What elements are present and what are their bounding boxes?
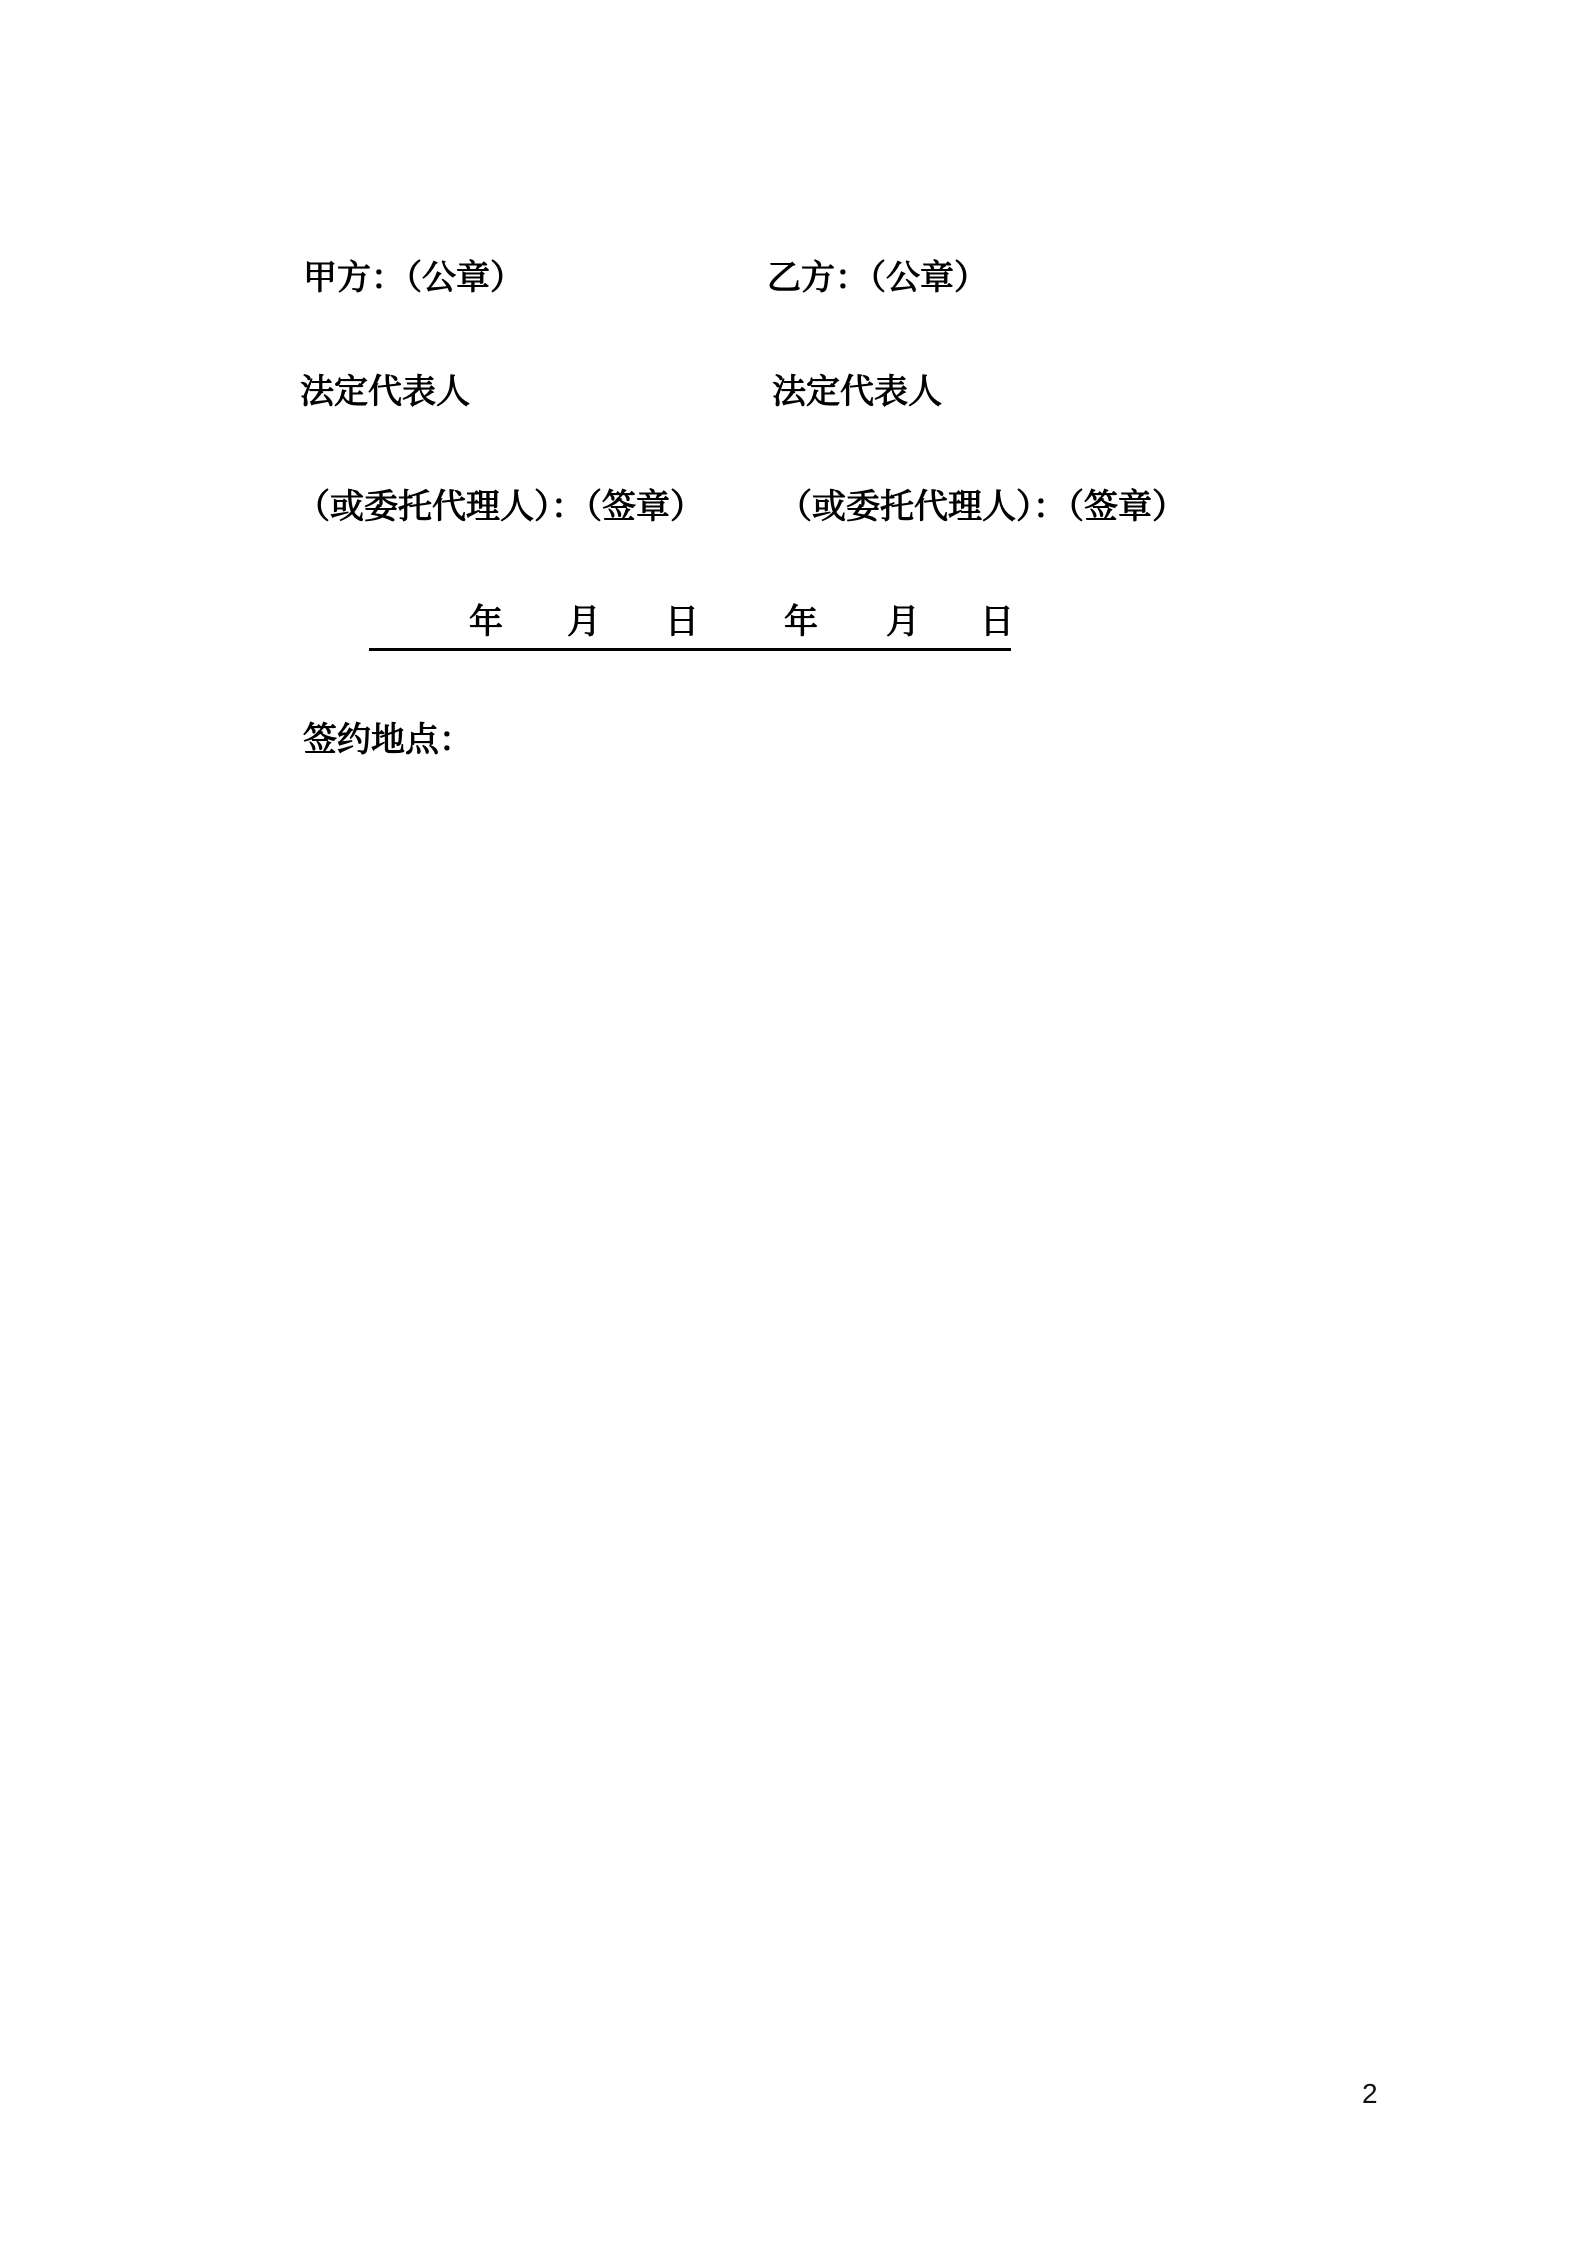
year-label-right: 年 [784, 603, 818, 641]
month-label-right: 月 [886, 603, 920, 641]
agent-signature-label-left: （或委托代理人）：（签章） [296, 488, 704, 526]
year-label-left: 年 [469, 603, 503, 641]
signing-location-label: 签约地点： [303, 721, 473, 759]
month-label-left: 月 [567, 603, 601, 641]
agent-signature-label-right: （或委托代理人）：（签章） [778, 488, 1186, 526]
signature-date-underline [369, 598, 1014, 651]
day-label-right: 日 [980, 603, 1014, 641]
party-b-seal-label: 乙方：（公章） [767, 259, 988, 297]
legal-representative-label-left: 法定代表人 [300, 373, 470, 411]
day-label-left: 日 [665, 603, 699, 641]
legal-representative-label-right: 法定代表人 [772, 373, 942, 411]
party-a-seal-label: 甲方：（公章） [303, 259, 524, 297]
page-number: 2 [1362, 2078, 1378, 2109]
